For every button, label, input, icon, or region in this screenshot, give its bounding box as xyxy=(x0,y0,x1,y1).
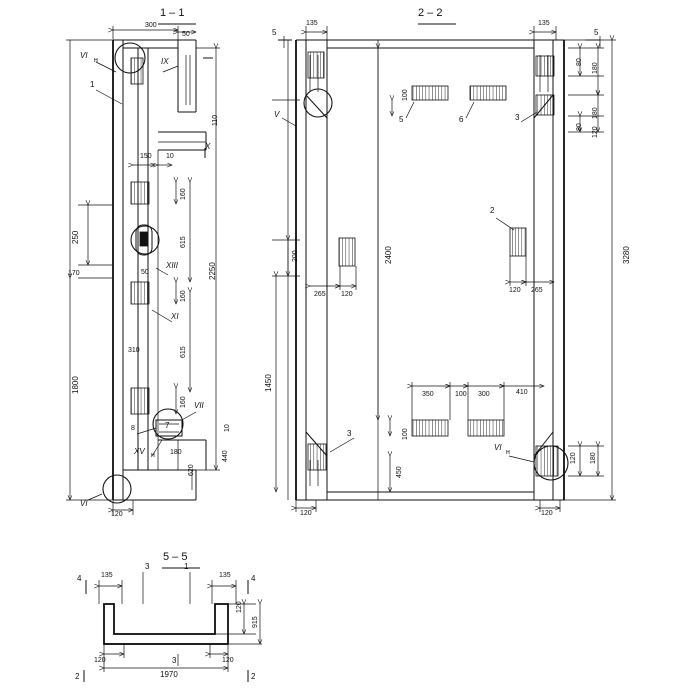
dim-1800: 1800 xyxy=(71,376,80,394)
dim-120-v5-right: 120 xyxy=(236,601,243,613)
section-mark-xiii: XIII xyxy=(166,261,179,270)
part-label-3-v5-bottom: 3 xyxy=(172,656,177,665)
section-mark-5-left: 5 xyxy=(272,28,277,37)
dim-135-v5-right: 135 xyxy=(219,572,231,579)
section-mark-vi-sub: н xyxy=(94,57,98,64)
dim-120-top: 120 xyxy=(592,126,599,138)
dim-265-left: 265 xyxy=(314,291,326,298)
view-title-2-2: 2 – 2 xyxy=(418,7,443,19)
dim-615-a: 615 xyxy=(180,236,187,248)
section-mark-2-left: 2 xyxy=(75,672,80,681)
dim-3280: 3280 xyxy=(622,246,631,264)
dim-250: 250 xyxy=(71,230,80,244)
dim-100-bottom: 100 xyxy=(402,428,409,440)
dim-120-mid-right: 120 xyxy=(509,287,521,294)
section-mark-vi-top: VI xyxy=(80,51,88,60)
dim-120-v5-bottom-left: 120 xyxy=(94,657,106,664)
dim-440: 440 xyxy=(222,450,229,462)
dim-135-left: 135 xyxy=(306,20,318,27)
dim-180-top: 180 xyxy=(592,62,599,74)
part-label-3-bottom: 3 xyxy=(347,429,352,438)
dim-350: 350 xyxy=(422,391,434,398)
section-mark-2-right: 2 xyxy=(251,672,256,681)
section-mark-4-left: 4 xyxy=(77,574,82,583)
part-label-1-v5: 1 xyxy=(184,562,189,571)
dim-135-v5-left: 135 xyxy=(101,572,113,579)
section-mark-xv: XV xyxy=(134,447,145,456)
dim-80-a: 80 xyxy=(576,58,583,66)
dim-620: 620 xyxy=(188,464,195,476)
section-mark-vii: VII xyxy=(194,401,204,410)
view-title-1-1: 1 – 1 xyxy=(160,7,185,19)
dim-300: 300 xyxy=(145,22,157,29)
dim-200: 200 xyxy=(292,250,299,262)
dim-150: 150 xyxy=(140,153,152,160)
dim-160-a: 160 xyxy=(180,188,187,200)
part-label-5: 5 xyxy=(399,115,404,124)
section-mark-ix: IX xyxy=(161,57,169,66)
dim-120-mid-left: 120 xyxy=(341,291,353,298)
dim-1450: 1450 xyxy=(264,374,273,392)
part-label-7: 7 xyxy=(165,421,170,430)
dim-410: 410 xyxy=(516,389,528,396)
dim-265-right: 265 xyxy=(531,287,543,294)
dim-80-b: 80 xyxy=(576,123,583,131)
dim-2250: 2250 xyxy=(208,262,217,280)
section-mark-x: X xyxy=(205,142,211,151)
dim-110: 110 xyxy=(212,114,219,126)
view-title-5-5: 5 – 5 xyxy=(163,551,188,563)
dim-50-mid: 50 xyxy=(141,269,149,276)
part-label-2: 2 xyxy=(490,206,495,215)
section-mark-5-right: 5 xyxy=(594,28,599,37)
view-2-2-geometry xyxy=(272,24,616,512)
dim-915: 915 xyxy=(252,616,259,628)
dim-170: 170 xyxy=(68,270,80,277)
dim-615-b: 615 xyxy=(180,346,187,358)
dim-120-bottom-right: 120 xyxy=(570,452,577,464)
section-mark-vi-v2: VI xyxy=(494,443,502,452)
section-mark-vi-bottom: VI xyxy=(80,499,88,508)
dim-450: 450 xyxy=(396,466,403,478)
dim-135-right: 135 xyxy=(538,20,550,27)
dim-120-foot-right: 120 xyxy=(541,510,553,517)
part-label-3-v5: 3 xyxy=(145,562,150,571)
section-mark-v: V xyxy=(274,110,280,119)
section-mark-xv-sub: н xyxy=(151,452,155,459)
dim-120-v5-bottom-right: 120 xyxy=(222,657,234,664)
part-label-8: 8 xyxy=(131,425,135,432)
dim-1970: 1970 xyxy=(160,670,178,679)
section-mark-xi: XI xyxy=(171,312,179,321)
dim-100-top: 100 xyxy=(402,89,409,101)
dim-100-mid: 100 xyxy=(455,391,467,398)
dim-160-b: 160 xyxy=(180,290,187,302)
dim-300-b: 300 xyxy=(478,391,490,398)
dim-10-a: 10 xyxy=(166,153,174,160)
dim-310: 310 xyxy=(128,347,140,354)
dim-120-foot-left: 120 xyxy=(300,510,312,517)
section-mark-vi-v2-sub: н xyxy=(506,449,510,456)
dim-50-top: 50 xyxy=(182,31,190,38)
dim-10-b: 10 xyxy=(224,424,231,432)
dim-180-b: 180 xyxy=(592,107,599,119)
dim-160-c: 160 xyxy=(180,396,187,408)
dim-120-v1: 120 xyxy=(111,511,123,518)
part-label-6: 6 xyxy=(459,115,464,124)
part-label-1: 1 xyxy=(90,80,95,89)
dim-180-bottom-right: 180 xyxy=(590,452,597,464)
part-label-3-top: 3 xyxy=(515,113,520,122)
dim-2400: 2400 xyxy=(384,246,393,264)
dim-180-a: 180 xyxy=(170,449,182,456)
section-mark-4-right: 4 xyxy=(251,574,256,583)
